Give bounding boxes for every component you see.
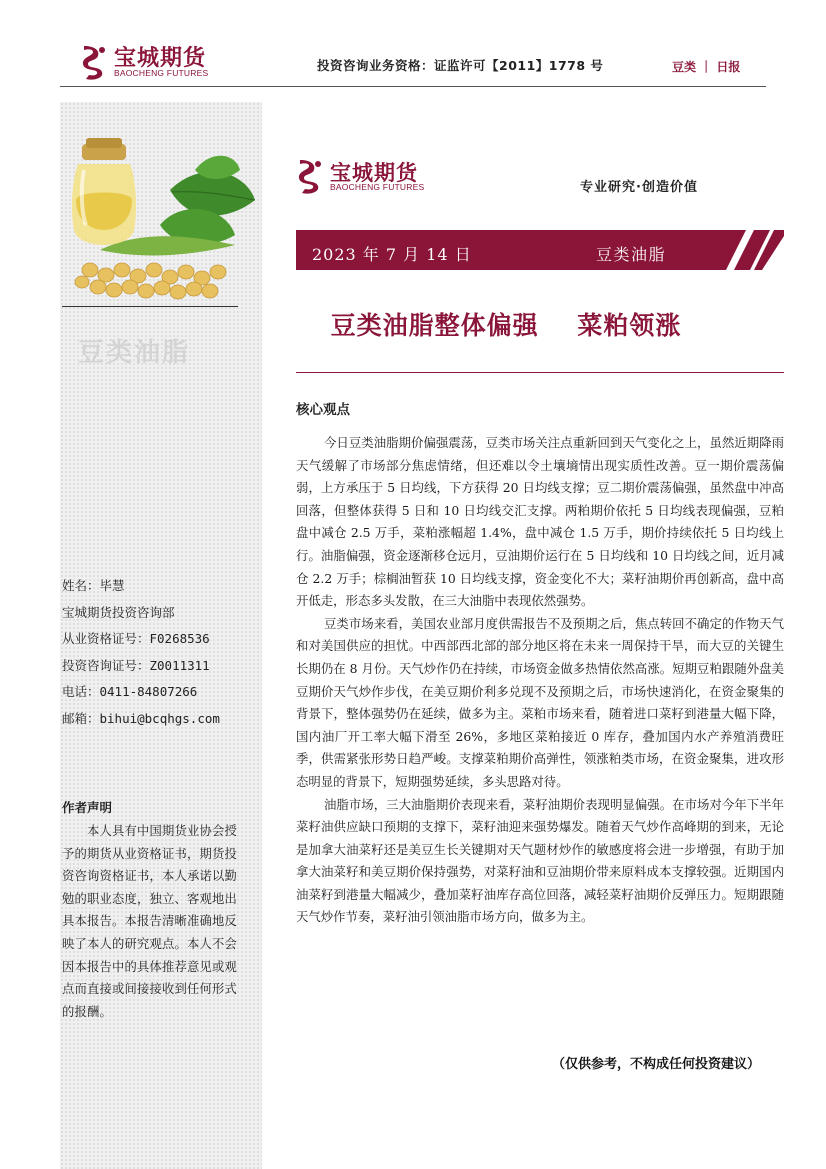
main-logo bbox=[296, 158, 424, 196]
license-number: 从业资格证号：F0268536 bbox=[62, 631, 210, 646]
report-date: 2023 年 7 月 14 日 bbox=[312, 245, 472, 264]
report-category: 豆类油脂 bbox=[596, 245, 667, 264]
company-name-en: BAOCHENG FUTURES bbox=[114, 68, 209, 79]
author-info bbox=[62, 573, 220, 732]
headline: 豆类油脂整体偏强 菜粕领涨 bbox=[330, 311, 682, 340]
paragraph: 油脂市场，三大油脂期价表现来看，菜籽油期价表现明显偏强。在市场对今年下半年菜籽油供应缺口预期的支撑下，菜籽油迎来强势爆发。随着天气炒作高峰期的到来，无论是加拿大油菜籽还是美豆生长关键期对天气题材炒作的敏感度将会进一步增强，有助于加拿大油菜籽和美豆期价保持强势，对菜籽油和豆油期价带来原料成本支撑较强。近期国内油菜籽到港量大幅减少，叠加菜籽油库存高位回落，减轻菜籽油期价反弹压力。短期跟随天气炒作节奏，菜籽油引领油脂市场方向，做多为主。 bbox=[296, 796, 784, 925]
product-image bbox=[60, 130, 260, 305]
logo-mark-icon bbox=[296, 158, 324, 196]
paragraph: 今日豆类油脂期价偏强震荡，豆类市场关注点重新回到天气变化之上，虽然近期降雨天气缓解了市场部分焦虑情绪，但还难以令土壤墒情出现实质性改善。豆一期价震荡偏弱，上方承压于 5 日均线，下方获得 20 日均线支撑；豆二期价震荡偏强，虽然盘中冲高回落，但整体获得 5 日和 10 日均线交汇支撑。两粕期价依托 5 日均线表现偏强，豆粕盘中减仓 2.5 万手，菜粕涨幅超 1.4%，盘中减仓 1.5 万手，期价持续依托 5 日均线上行。油脂偏强，资金逐渐移仓远月，豆油期价运行在 5 日均线和 10 日均线之间，近月减仓 2.2 万手；棕榈油暂获 10 日均线支撑，资金变化不大；菜籽油期价再创新高，盘中高开低走，形态多头发散，在三大油脂中表现依然强势。 bbox=[296, 435, 784, 609]
company-name-en: BAOCHENG FUTURES bbox=[330, 181, 425, 192]
qualification-text: 投资咨询业务资格：证监许可【2011】1778 号 bbox=[317, 58, 604, 73]
declaration-body: 本人具有中国期货业协会授予的期货从业资格证书，期货投资咨询资格证书，本人承诺以勤勉的职业态度，独立、客观地出具本报告。本报告清晰准确地反映了本人的研究观点。本人不会因本报告中的具体推荐意见或观点而直接或间接接收到任何形式的报酬。 bbox=[62, 824, 237, 1019]
phone-number: 电话：0411-84807266 bbox=[62, 684, 198, 699]
email-address: 邮箱：bihui@bcqhgs.com bbox=[62, 710, 220, 726]
report-tag: 豆类 ｜ 日报 bbox=[672, 60, 741, 74]
section-title: 核心观点 bbox=[296, 402, 350, 418]
author-name: 姓名：毕慧 bbox=[62, 578, 125, 593]
company-name-cn: 宝城期货 bbox=[114, 45, 207, 72]
declaration-title: 作者声明 bbox=[62, 800, 113, 815]
body-text bbox=[296, 432, 784, 929]
product-title: 豆类油脂 bbox=[78, 338, 191, 368]
header-logo bbox=[80, 44, 208, 82]
slogan: 专业研究·创造价值 bbox=[580, 180, 698, 195]
disclaimer: （仅供参考，不构成任何投资建议） bbox=[552, 1057, 761, 1072]
paragraph: 豆类市场来看，美国农业部月度供需报告不及预期之后，焦点转回不确定的作物天气和对美国供应的担忧。中西部西北部的部分地区将在未来一周保持干旱，而大豆的关键生长期仍在 8 月份。天气炒作仍在持续，市场资金做多热情依然高涨。短期豆粕跟随外盘美豆期价天气炒作步伐，在美豆期价利多兑现不及预期之后，市场快速消化，在资金聚集的背景下，整体强势仍在延续，做多为主。菜粕市场来看，随着进口菜籽到港量大幅下降，国内油厂开工率大幅下滑至 26%，多地区菜粕接近 0 库存，叠加国内水产养殖消费旺季，供需紧张形势日趋严峻。支撑菜粕期价高弹性，领涨粕类市场，在资金聚集，进攻形态明显的背景下，短期强势延续，多头思路对待。 bbox=[296, 615, 784, 789]
page-header bbox=[0, 0, 826, 98]
author-department: 宝城期货投资咨询部 bbox=[62, 604, 175, 620]
logo-mark-icon bbox=[80, 44, 108, 82]
image-divider bbox=[62, 306, 238, 307]
advisory-number: 投资咨询证号：Z0011311 bbox=[62, 657, 210, 673]
company-name-cn: 宝城期货 bbox=[330, 159, 418, 185]
header-divider bbox=[60, 86, 766, 87]
headline-divider bbox=[296, 372, 784, 373]
